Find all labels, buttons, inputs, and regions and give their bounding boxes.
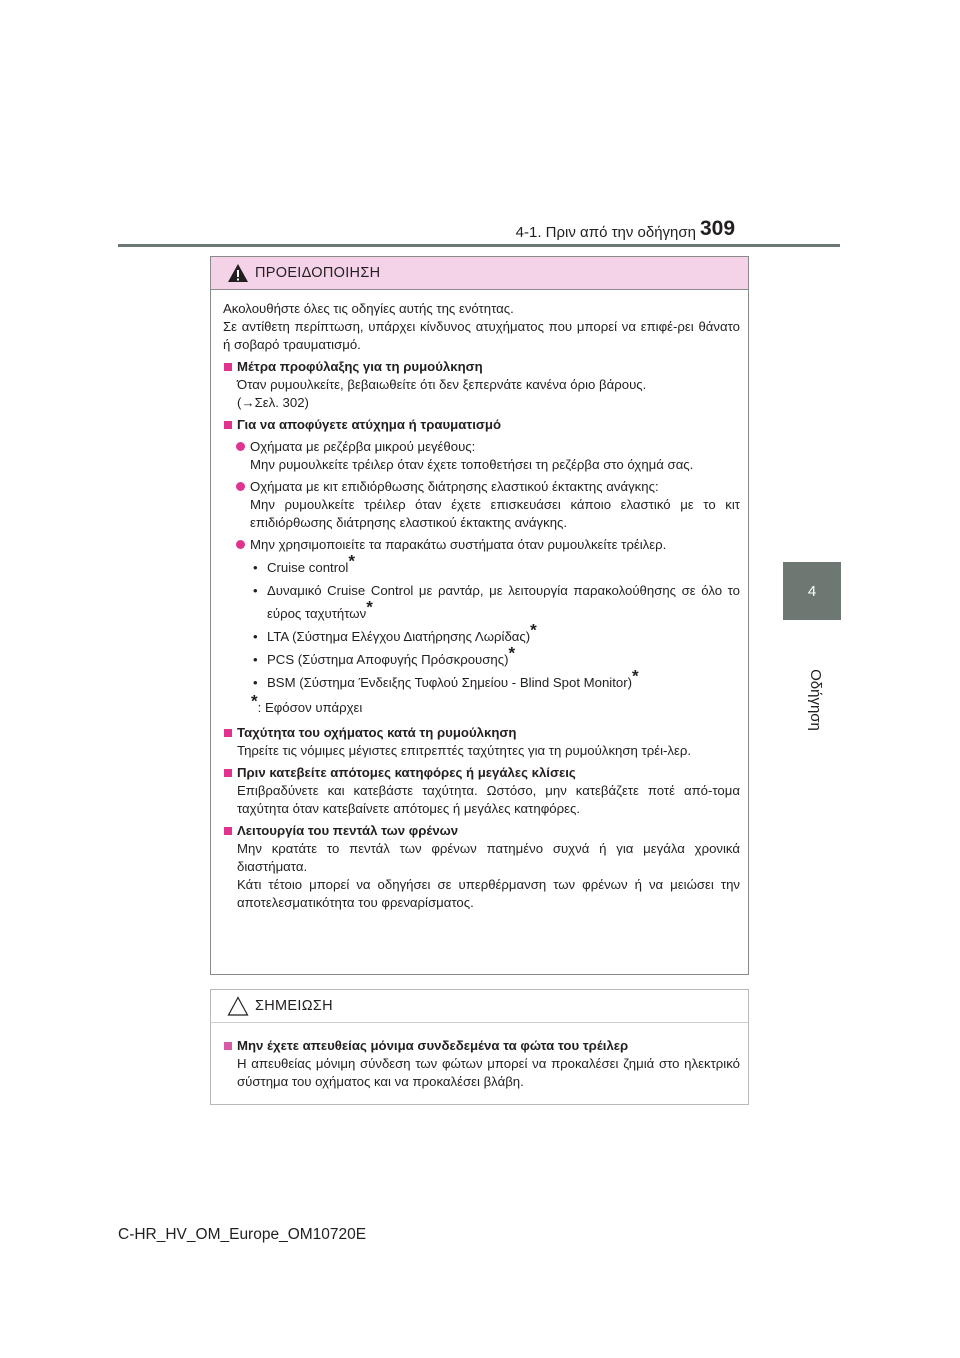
warning-body: [211, 290, 748, 912]
list-item: [223, 478, 740, 532]
list-item-title: Μην χρησιμοποιείτε τα παρακάτω συστήματα όταν ρυμουλκείτε τρέιλερ.: [250, 537, 667, 552]
asterisk-mark: *: [251, 691, 258, 711]
asterisk-mark: *: [632, 666, 639, 686]
section-heading: Ταχύτητα του οχήματος κατά τη ρυμούλκηση: [223, 724, 740, 742]
asterisk-mark: *: [508, 643, 516, 663]
round-bullet-icon: [236, 482, 245, 491]
list-item-text: Μην ρυμουλκείτε τρέιλερ όταν έχετε επισκευάσει κάποιο ελαστικό με το κιτ επιδιόρθωσης διάτρησης ελαστικού έκτακτης ανάγκης.: [250, 497, 740, 530]
note-title: ΣΗΜΕΙΩΣΗ: [255, 998, 333, 1014]
chapter-label: Οδήγηση: [807, 669, 824, 731]
note-header: [211, 990, 748, 1023]
note-box: [210, 989, 749, 1105]
asterisk-mark: *: [366, 597, 373, 617]
square-bullet-icon: [224, 363, 232, 371]
section-heading: Μέτρα προφύλαξης για τη ρυμούλκηση: [223, 358, 740, 376]
footnote: *: Εφόσον υπάρχει: [251, 691, 363, 715]
system-item: • BSM (Σύστημα Ένδειξης Τυφλού Σημείου - Blind Spot Monitor)*: [253, 666, 639, 690]
warning-triangle-icon: [227, 263, 249, 283]
section-text: Τηρείτε τις νόμιμες μέγιστες επιτρεπτές ταχύτητες για τη ρυμούλκηση τρέι-λερ.: [237, 743, 692, 758]
system-item: • Cruise control*: [253, 551, 355, 575]
section-heading: Για να αποφύγετε ατύχημα ή τραυματισμό: [223, 416, 740, 434]
page-number: 309: [700, 217, 736, 240]
caution-triangle-outline-icon: [227, 996, 249, 1016]
section-text: Επιβραδύνετε και κατεβάστε ταχύτητα. Ωστόσο, μην κατεβάζετε ποτέ από-τομα ταχύτητα όταν κατεβαίνετε απότομες ή μεγάλες κατηφόρες.: [237, 783, 740, 816]
list-item-text: Μην ρυμουλκείτε τρέιλερ όταν έχετε τοποθετήσει τη ρεζέρβα στο όχημά σας.: [250, 457, 694, 472]
section-text: Μην κρατάτε το πεντάλ των φρένων πατημένο συχνά ή για μεγάλα χρονικά διαστήματα.: [237, 841, 740, 874]
asterisk-mark: *: [348, 551, 355, 571]
list-item: [223, 438, 740, 474]
system-item: • PCS (Σύστημα Αποφυγής Πρόσκρουσης)*: [253, 643, 516, 667]
section-heading: Λειτουργία του πεντάλ των φρένων: [223, 822, 740, 840]
square-bullet-icon: [224, 421, 232, 429]
list-item: [223, 536, 740, 554]
document-id: C-HR_HV_OM_Europe_OM10720E: [118, 1226, 367, 1243]
chapter-tab: [783, 562, 841, 620]
header-rule: [118, 244, 840, 247]
section-text: Η απευθείας μόνιμη σύνδεση των φώτων μπορεί να προκαλέσει ζημιά στο ηλεκτρικό σύστημα του οχήματος και να προκαλέσει βλάβη.: [237, 1056, 740, 1089]
section-text: Όταν ρυμουλκείτε, βεβαιωθείτε ότι δεν ξεπερνάτε κανένα όριο βάρους.: [237, 377, 647, 392]
warning-intro-1: Ακολουθήστε όλες τις οδηγίες αυτής της ενότητας.: [223, 301, 514, 316]
square-bullet-icon: [224, 769, 232, 777]
round-bullet-icon: [236, 540, 245, 549]
note-body: [211, 1023, 748, 1091]
system-item: • LTA (Σύστημα Ελέγχου Διατήρησης Λωρίδας)*: [253, 620, 537, 644]
square-bullet-icon: [224, 1042, 232, 1050]
asterisk-mark: *: [530, 620, 537, 640]
warning-header: [211, 257, 748, 290]
round-bullet-icon: [236, 442, 245, 451]
system-list: [223, 551, 740, 694]
section-heading: Μην έχετε απευθείας μόνιμα συνδεδεμένα τα φώτα του τρέιλερ: [223, 1037, 740, 1055]
list-item-title: Οχήματα με κιτ επιδιόρθωσης διάτρησης ελαστικού έκτακτης ανάγκης:: [250, 479, 659, 494]
warning-intro-2: Σε αντίθετη περίπτωση, υπάρχει κίνδυνος ατυχήματος που μπορεί να επιφέ-ρει θάνατο ή σοβαρό τραυματισμό.: [223, 319, 740, 352]
chapter-number: 4: [807, 582, 817, 600]
warning-title: ΠΡΟΕΙΔΟΠΟΙΗΣΗ: [255, 265, 381, 281]
page-reference: (→Σελ. 302): [237, 395, 309, 410]
section-text: Κάτι τέτοιο μπορεί να οδηγήσει σε υπερθέρμανση των φρένων ή να μειώσει την αποτελεσματικότητα του φρεναρίσματος.: [237, 877, 740, 910]
system-item: • Δυναμικό Cruise Control με ραντάρ, με λειτουργία παρακολούθησης σε όλο το εύρος ταχυτήτων*: [253, 583, 740, 621]
square-bullet-icon: [224, 827, 232, 835]
section-heading: Πριν κατεβείτε απότομες κατηφόρες ή μεγάλες κλίσεις: [223, 764, 740, 782]
warning-box: [210, 256, 749, 975]
list-item-title: Οχήματα με ρεζέρβα μικρού μεγέθους:: [250, 439, 476, 454]
section-title: 4-1. Πριν από την οδήγηση: [515, 224, 696, 241]
square-bullet-icon: [224, 729, 232, 737]
